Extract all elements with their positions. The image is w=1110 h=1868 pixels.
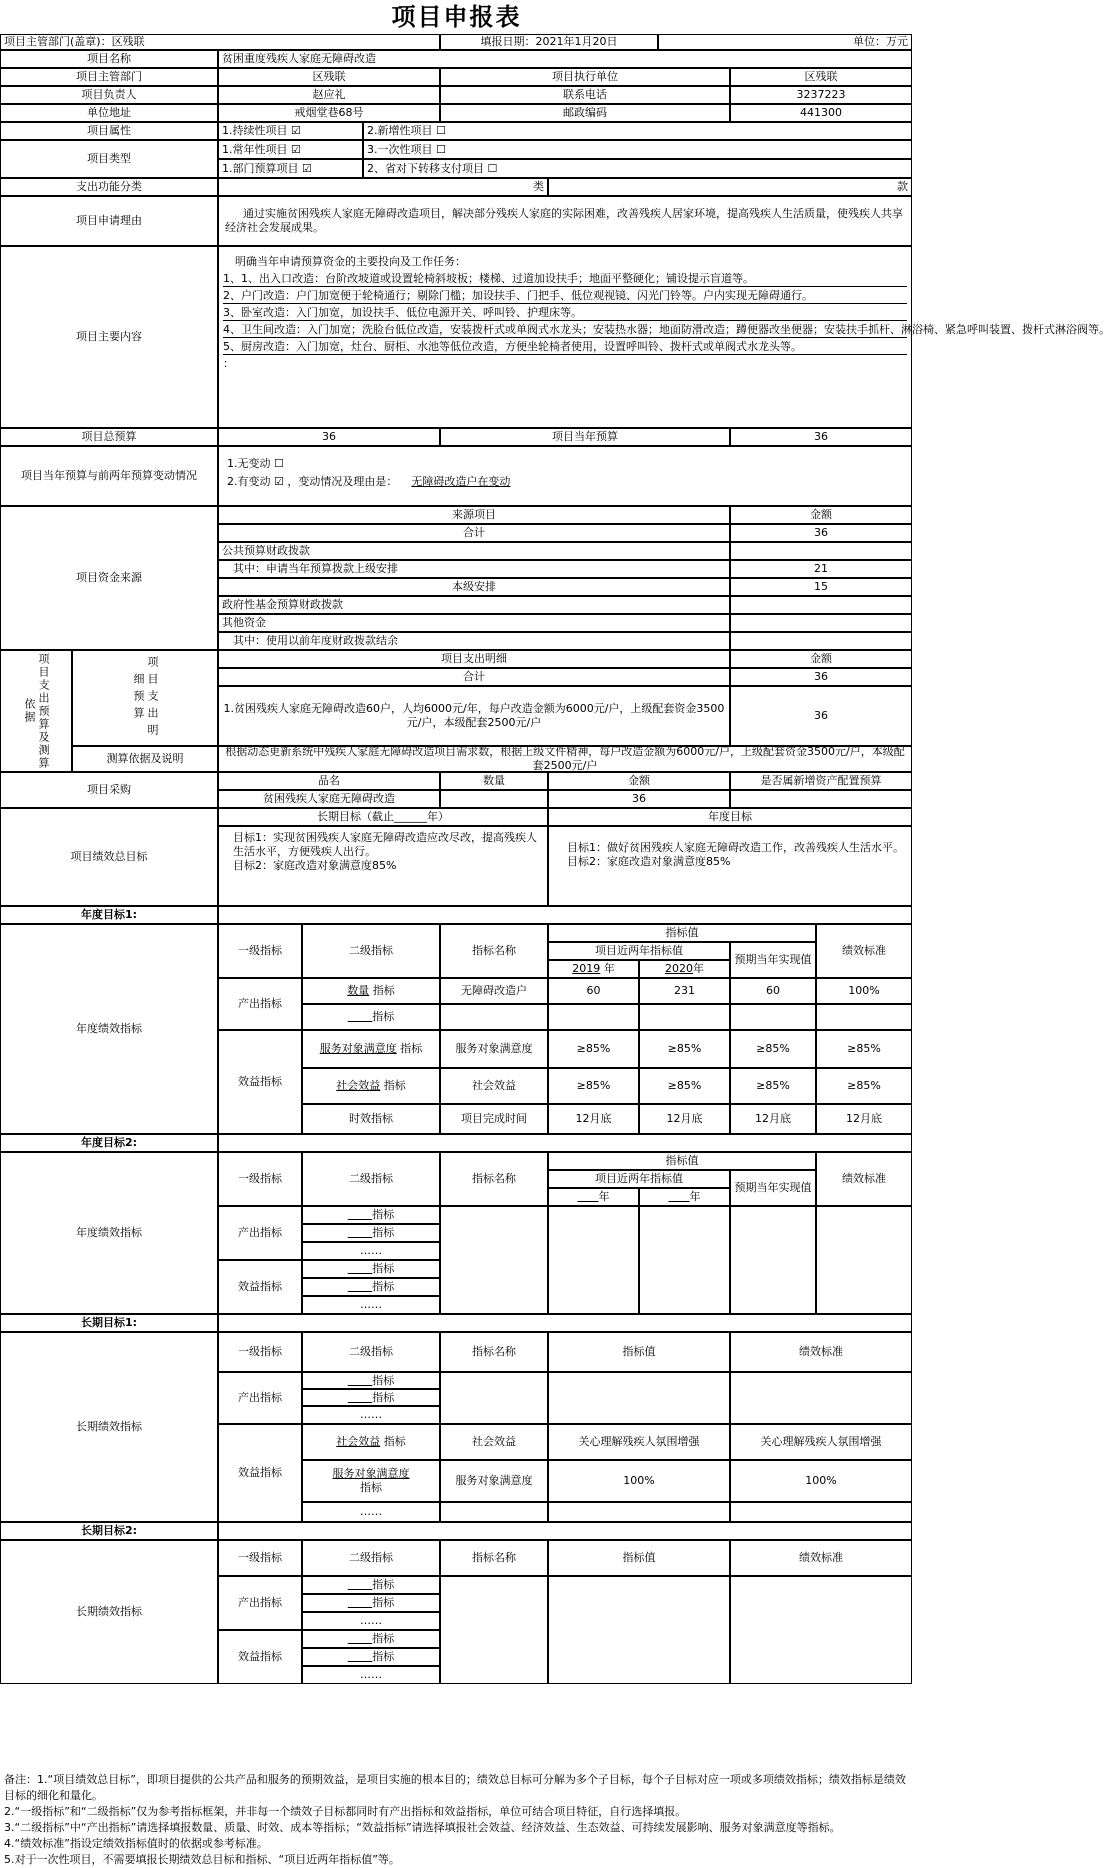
y2-output-ind-1: 指标 xyxy=(302,1206,440,1224)
funds-row-amount xyxy=(730,542,912,560)
year-budget-label: 项目当年预算 xyxy=(440,428,730,446)
attr-option-new[interactable]: 2.新增性项目 ☐ xyxy=(363,122,912,140)
header-unit: 单位：万元 xyxy=(658,34,912,50)
y2-head-recent: 项目近两年指标值 xyxy=(548,1170,730,1188)
y1-effect-label: 效益指标 xyxy=(218,1030,302,1134)
l1-head-name: 指标名称 xyxy=(440,1332,548,1372)
y2-v1-col xyxy=(548,1206,639,1314)
y2-head-name: 指标名称 xyxy=(440,1152,548,1206)
person-label: 项目负责人 xyxy=(0,86,218,104)
y1-v2-blank xyxy=(639,1004,730,1030)
y1-head-standard: 绩效标准 xyxy=(816,924,912,978)
detail-item-text: 1.贫困残疾人家庭无障碍改造60户，人均6000元/年，每户改造金额为6000元/户，上级配套资金3500元/户，本级配套2500元/户 xyxy=(218,686,730,746)
long-goal1-label: 长期目标1: xyxy=(0,1314,218,1332)
y1-v3-timeliness: 12月底 xyxy=(730,1104,816,1134)
funds-row-amount xyxy=(730,614,912,632)
y1-lvl2-blank: 指标 xyxy=(302,1004,440,1030)
l1-head-value: 指标值 xyxy=(548,1332,730,1372)
y2-effect-label: 效益指标 xyxy=(218,1260,302,1314)
content-label: 项目主要内容 xyxy=(0,246,218,428)
year-goal1-value xyxy=(218,906,912,924)
total-budget-value: 36 xyxy=(218,428,440,446)
funds-row-name: 本级安排 xyxy=(218,578,730,596)
l1-name-satisfaction: 服务对象满意度 xyxy=(440,1460,548,1502)
y1-head-year-b: 2020 年 xyxy=(639,960,730,978)
l1-output-label: 产出指标 xyxy=(218,1372,302,1424)
l1-dots-std xyxy=(730,1502,912,1522)
y1-lvl2-timeliness: 时效指标 xyxy=(302,1104,440,1134)
l2-output-dots: …… xyxy=(302,1612,440,1630)
y2-output-label: 产出指标 xyxy=(218,1206,302,1260)
l1-head-lvl1: 一级指标 xyxy=(218,1332,302,1372)
content-line: 3、卧室改造：入门加宽，加设扶手、低位电源开关、呼叫铃、护理床等。 xyxy=(223,306,907,321)
funds-row-amount: 21 xyxy=(730,560,912,578)
l2-head-lvl1: 一级指标 xyxy=(218,1540,302,1576)
y2-head-year-b: 年 xyxy=(639,1188,730,1206)
funds-row-amount: 15 xyxy=(730,578,912,596)
basis-text: 根据动态更新系统中残疾人家庭无障碍改造项目需求数，根据上级文件精神，每户改造金额为6000元/户，上级配套资金3500元/户，本级配套2500元/户 xyxy=(218,746,912,772)
content-line: 1、1、出入口改造：台阶改坡道或设置轮椅斜坡板；楼梯、过道加设扶手；地面平整硬化；铺设提示盲道等。 xyxy=(223,272,907,287)
l1-value-satisfaction: 100% xyxy=(548,1460,730,1502)
y1-name-social: 社会效益 xyxy=(440,1068,548,1104)
long1-perf-label: 长期绩效指标 xyxy=(0,1332,218,1522)
note-line: 3.“二级指标”中“产出指标”请选择填报数量、质量、时效、成本等指标；“效益指标”请选择填报社会效益、经济效益、生态效益、可持续发展影响、服务对象满意度等指标。 xyxy=(4,1821,841,1834)
change-option-none[interactable]: 1.无变动 ☐ xyxy=(227,457,284,470)
y1-lvl2-satisfaction: 服务对象满意度 指标 xyxy=(302,1030,440,1068)
y1-v3-satisfaction: ≥85% xyxy=(730,1030,816,1068)
l1-output-std xyxy=(730,1372,912,1424)
change-label: 项目当年预算与前两年预算变动情况 xyxy=(0,446,218,506)
content-line: ： xyxy=(223,357,234,370)
detail-item-amount: 36 xyxy=(730,686,912,746)
form-title: 项目申报表 xyxy=(391,3,522,31)
address-value: 戒烟堂巷68号 xyxy=(218,104,440,122)
y1-name-qty: 无障碍改造户 xyxy=(440,978,548,1004)
funds-label: 项目资金来源 xyxy=(0,506,218,650)
change-option-changed[interactable]: 2.有变动 ☑ ，变动情况及理由是： 无障碍改造户在变动 xyxy=(227,475,511,488)
y1-head-lvl1: 一级指标 xyxy=(218,924,302,978)
purchase-col-new-asset: 是否属新增资产配置预算 xyxy=(730,772,912,790)
l2-std-col xyxy=(730,1576,912,1684)
l1-name-social: 社会效益 xyxy=(440,1424,548,1460)
y1-lvl2-social: 社会效益 指标 xyxy=(302,1068,440,1104)
y2-head-standard: 绩效标准 xyxy=(816,1152,912,1206)
change-reason: 无障碍改造户在变动 xyxy=(411,475,511,488)
change-options xyxy=(218,446,912,506)
l1-std-social: 关心理解残疾人氛围增强 xyxy=(730,1424,912,1460)
l2-effect-ind-2: 指标 xyxy=(302,1648,440,1666)
type-option-annual[interactable]: 1.常年性项目 ☑ xyxy=(218,140,363,159)
y1-head-year-a: 2019 年 xyxy=(548,960,639,978)
y2-effect-ind-2: 指标 xyxy=(302,1278,440,1296)
funds-col-source: 来源项目 xyxy=(218,506,730,524)
y1-v2-timeliness: 12月底 xyxy=(639,1104,730,1134)
type-label: 项目类型 xyxy=(0,140,218,178)
dept-label: 项目主管部门 xyxy=(0,68,218,86)
l2-output-ind-2: 指标 xyxy=(302,1594,440,1612)
l1-output-ind-1: 指标 xyxy=(302,1372,440,1389)
note-line: 4.“绩效标准”指设定绩效指标值时的依据或参考标准。 xyxy=(4,1837,268,1850)
func-label: 支出功能分类 xyxy=(0,178,218,196)
type-option-transfer[interactable]: 2、省对下转移支付项目 ☐ xyxy=(363,159,912,178)
y1-v1-blank xyxy=(548,1004,639,1030)
y2-effect-dots: …… xyxy=(302,1296,440,1314)
funds-row-amount: 36 xyxy=(730,524,912,542)
attr-label: 项目属性 xyxy=(0,122,218,140)
note-line: 5.对于一次性项目，不需要填报长期绩效总目标和指标、“项目近两年指标值”等。 xyxy=(4,1853,400,1866)
l1-std-satisfaction: 100% xyxy=(730,1460,912,1502)
purchase-label: 项目采购 xyxy=(0,772,218,808)
year1-perf-label: 年度绩效指标 xyxy=(0,924,218,1134)
phone-label: 联系电话 xyxy=(440,86,730,104)
header-dept: 项目主管部门(盖章)：区残联 xyxy=(0,34,440,50)
purchase-row-qty xyxy=(440,790,548,808)
l2-head-standard: 绩效标准 xyxy=(730,1540,912,1576)
project-name-value: 贫困重度残疾人家庭无障碍改造 xyxy=(218,50,912,68)
year-budget-value: 36 xyxy=(730,428,912,446)
l2-head-lvl2: 二级指标 xyxy=(302,1540,440,1576)
y1-std-timeliness: 12月底 xyxy=(816,1104,912,1134)
l2-head-value: 指标值 xyxy=(548,1540,730,1576)
perf-year-text: 目标1：做好贫困残疾人家庭无障碍改造工作，改善残疾人生活水平。 目标2：家庭改造对象满意度85% xyxy=(548,826,912,906)
l1-head-standard: 绩效标准 xyxy=(730,1332,912,1372)
y1-v1-qty: 60 xyxy=(548,978,639,1004)
dept-value: 区残联 xyxy=(218,68,440,86)
l1-value-social: 关心理解残疾人氛围增强 xyxy=(548,1424,730,1460)
project-name-label: 项目名称 xyxy=(0,50,218,68)
exec-value: 区残联 xyxy=(730,68,912,86)
y1-v3-social: ≥85% xyxy=(730,1068,816,1104)
funds-row-amount xyxy=(730,596,912,614)
y1-v1-social: ≥85% xyxy=(548,1068,639,1104)
l1-effect-label: 效益指标 xyxy=(218,1424,302,1522)
y1-std-blank xyxy=(816,1004,912,1030)
y2-head-lvl1: 一级指标 xyxy=(218,1152,302,1206)
y2-v3-col xyxy=(730,1206,816,1314)
l1-output-value xyxy=(548,1372,730,1424)
l1-output-ind-2: 指标 xyxy=(302,1389,440,1406)
y1-lvl2-qty: 数量 指标 xyxy=(302,978,440,1004)
l2-name-col xyxy=(440,1576,548,1684)
y2-output-ind-2: 指标 xyxy=(302,1224,440,1242)
perf-label: 项目绩效总目标 xyxy=(0,808,218,906)
purchase-col-qty: 数量 xyxy=(440,772,548,790)
y1-std-satisfaction: ≥85% xyxy=(816,1030,912,1068)
funds-col-amount: 金额 xyxy=(730,506,912,524)
content-line: 明确当年申请预算资金的主要投向及工作任务： xyxy=(235,255,466,268)
l1-head-lvl2: 二级指标 xyxy=(302,1332,440,1372)
func-kuan: 款 xyxy=(548,178,912,196)
address-label: 单位地址 xyxy=(0,104,218,122)
detail-col-amount: 金额 xyxy=(730,650,912,668)
total-budget-label: 项目总预算 xyxy=(0,428,218,446)
content-list xyxy=(218,246,1110,428)
l1-output-dots: …… xyxy=(302,1406,440,1424)
y1-v1-satisfaction: ≥85% xyxy=(548,1030,639,1068)
l1-effect-dots: …… xyxy=(302,1502,440,1522)
funds-row-name: 其中：使用以前年度财政拨款结余 xyxy=(218,632,730,650)
l2-value-col xyxy=(548,1576,730,1684)
y2-output-dots: …… xyxy=(302,1242,440,1260)
note-line: 2.“一级指标”和“二级指标”仅为参考指标框架，并非每一个绩效子目标都同时有产出指标和效益指标，单位可结合项目特征，自行选择填报。 xyxy=(4,1805,687,1818)
y1-v2-social: ≥85% xyxy=(639,1068,730,1104)
y1-v3-qty: 60 xyxy=(730,978,816,1004)
y1-head-expected: 预期当年实现值 xyxy=(730,942,816,978)
reason-text: 通过实施贫困残疾人家庭无障碍改造项目，解决部分残疾人家庭的实际困难，改善残疾人居家环境，提高残疾人生活质量，使残疾人共享经济社会发展成果。 xyxy=(218,196,912,246)
y1-head-name: 指标名称 xyxy=(440,924,548,978)
l2-effect-label: 效益指标 xyxy=(218,1630,302,1684)
detail-outer-label: 项目支出预算及测算依据 xyxy=(0,650,72,772)
attr-option-continuing[interactable]: 1.持续性项目 ☑ xyxy=(218,122,363,140)
y1-name-timeliness: 项目完成时间 xyxy=(440,1104,548,1134)
l2-output-ind-1: 指标 xyxy=(302,1576,440,1594)
notes xyxy=(4,1772,909,1868)
perf-long-head: 长期目标（截止______年） xyxy=(218,808,548,826)
detail-total-label: 合计 xyxy=(218,668,730,686)
purchase-row-new-asset xyxy=(730,790,912,808)
phone-value: 3237223 xyxy=(730,86,912,104)
year2-perf-label: 年度绩效指标 xyxy=(0,1152,218,1314)
type-option-onetime[interactable]: 3.一次性项目 ☐ xyxy=(363,140,912,159)
y2-head-expected: 预期当年实现值 xyxy=(730,1170,816,1206)
basis-label: 测算依据及说明 xyxy=(72,746,218,772)
y1-v1-timeliness: 12月底 xyxy=(548,1104,639,1134)
y2-name-col xyxy=(440,1206,548,1314)
reason-label: 项目申请理由 xyxy=(0,196,218,246)
person-value: 赵应礼 xyxy=(218,86,440,104)
l1-output-name xyxy=(440,1372,548,1424)
y1-v3-blank xyxy=(730,1004,816,1030)
detail-col-item: 项目支出明细 xyxy=(218,650,730,668)
perf-long-text: 目标1：实现贫困残疾人家庭无障碍改造应改尽改，提高残疾人生活水平，方便残疾人出行。 目标2：家庭改造对象满意度85% xyxy=(218,826,548,906)
purchase-row-amount: 36 xyxy=(548,790,730,808)
l1-dots-name xyxy=(440,1502,548,1522)
purchase-col-name: 品名 xyxy=(218,772,440,790)
zip-label: 邮政编码 xyxy=(440,104,730,122)
perf-year-head: 年度目标 xyxy=(548,808,912,826)
content-line: 5、厨房改造：入门加宽，灶台、厨柜、水池等低位改造，方便坐轮椅者使用，设置呼叫铃、拨杆式或单阀式水龙头等。 xyxy=(223,340,907,355)
detail-inner-label: 项目支出明细预算 xyxy=(72,650,218,746)
purchase-row-name: 贫困残疾人家庭无障碍改造 xyxy=(218,790,440,808)
y1-v2-satisfaction: ≥85% xyxy=(639,1030,730,1068)
exec-label: 项目执行单位 xyxy=(440,68,730,86)
funds-row-name: 其他资金 xyxy=(218,614,730,632)
detail-total-value: 36 xyxy=(730,668,912,686)
y1-head-recent: 项目近两年指标值 xyxy=(548,942,730,960)
year-goal2-value xyxy=(218,1134,912,1152)
header-date: 填报日期：2021年1月20日 xyxy=(440,34,658,50)
year-goal1-label: 年度目标1: xyxy=(0,906,218,924)
funds-row-name: 合计 xyxy=(218,524,730,542)
l2-effect-ind-1: 指标 xyxy=(302,1630,440,1648)
l2-output-label: 产出指标 xyxy=(218,1576,302,1630)
long2-perf-label: 长期绩效指标 xyxy=(0,1540,218,1684)
content-line: 4、卫生间改造：入门加宽；洗脸台低位改造，安装拨杆式或单阀式水龙头；安装热水器；地面防滑改造；蹲便器改坐便器；安装扶手抓杆、淋浴椅、紧急呼叫装置、拨杆式淋浴阀等。 xyxy=(223,323,1110,336)
l1-dots-value xyxy=(548,1502,730,1522)
y1-head-value: 指标值 xyxy=(548,924,816,942)
y1-std-qty: 100% xyxy=(816,978,912,1004)
y2-head-lvl2: 二级指标 xyxy=(302,1152,440,1206)
type-option-dept-budget[interactable]: 1.部门预算项目 ☑ xyxy=(218,159,363,178)
y1-name-satisfaction: 服务对象满意度 xyxy=(440,1030,548,1068)
zip-value: 441300 xyxy=(730,104,912,122)
funds-row-name: 公共预算财政拨款 xyxy=(218,542,730,560)
y2-v2-col xyxy=(639,1206,730,1314)
purchase-col-amount: 金额 xyxy=(548,772,730,790)
content-line: 2、户门改造：户门加宽便于轮椅通行；剔除门槛；加设扶手、门把手、低位观视镜、闪光门铃等。户内实现无障碍通行。 xyxy=(223,289,907,304)
y1-name-blank xyxy=(440,1004,548,1030)
l2-head-name: 指标名称 xyxy=(440,1540,548,1576)
y1-head-lvl2: 二级指标 xyxy=(302,924,440,978)
funds-row-amount xyxy=(730,632,912,650)
year-goal2-label: 年度目标2: xyxy=(0,1134,218,1152)
funds-row-name: 其中：申请当年预算拨款上级安排 xyxy=(218,560,730,578)
l2-effect-dots: …… xyxy=(302,1666,440,1684)
l1-lvl2-social: 社会效益 指标 xyxy=(302,1424,440,1460)
l1-lvl2-satisfaction: 服务对象满意度 指标 xyxy=(302,1460,440,1502)
funds-row-name: 政府性基金预算财政拨款 xyxy=(218,596,730,614)
y2-effect-ind-1: 指标 xyxy=(302,1260,440,1278)
y1-v2-qty: 231 xyxy=(639,978,730,1004)
y2-head-year-a: 年 xyxy=(548,1188,639,1206)
y2-std-col xyxy=(816,1206,912,1314)
long-goal2-label: 长期目标2: xyxy=(0,1522,218,1540)
long-goal1-value xyxy=(218,1314,912,1332)
long-goal2-value xyxy=(218,1522,912,1540)
func-lei: 类 xyxy=(218,178,548,196)
y1-output-label: 产出指标 xyxy=(218,978,302,1030)
note-line: 备注：1.“项目绩效总目标”，即项目提供的公共产品和服务的预期效益，是项目实施的根本目的；绩效总目标可分解为多个子目标，每个子目标对应一项或多项绩效指标；绩效指标是绩效目标的细化和量化。 xyxy=(4,1773,906,1802)
y2-head-value: 指标值 xyxy=(548,1152,816,1170)
y1-std-social: ≥85% xyxy=(816,1068,912,1104)
